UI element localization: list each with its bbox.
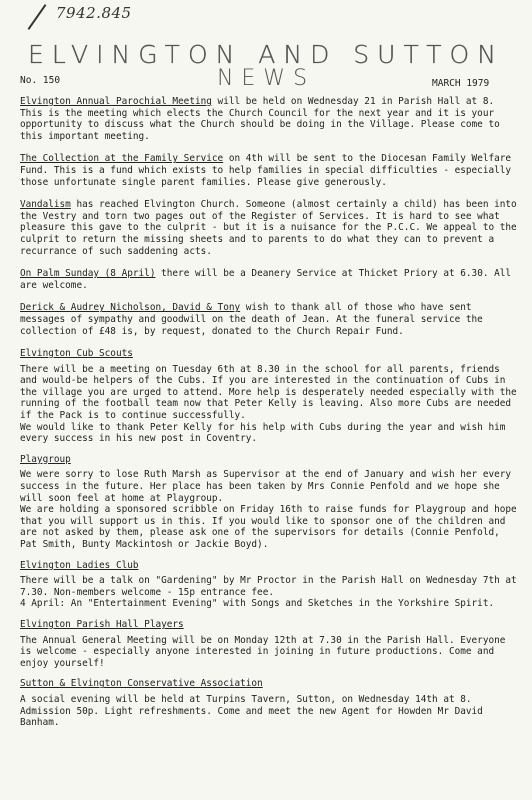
- article-text: has reached Elvington Church. Someone (almost certainly a child) has been into the Vestry and torn two pages out of the Register of Services. It is hard to see what pleasure this gave to the culprit - but it is a nuisance for the P.C.C. We appeal to the culprit to return the missing sheets and to parents to do what they can to prevent a recurrance of such saddening acts.: [20, 199, 517, 257]
- article-lead: On Palm Sunday (8 April): [20, 268, 156, 280]
- article-vandalism: [20, 199, 518, 257]
- newsletter-body: [20, 96, 518, 738]
- section-conservative-association: [20, 678, 518, 728]
- handwritten-number: 7942.845: [56, 4, 132, 22]
- section-ladies-club: [20, 560, 518, 610]
- section-heading: Elvington Ladies Club: [20, 559, 139, 571]
- section-heading: Elvington Parish Hall Players: [20, 618, 184, 630]
- section-text: The Annual General Meeting will be on Monday 12th at 7.30 in the Parish Hall. Everyone is welcome - especially anyone interested in joining in future productions. Come and enjoy yourself!: [20, 634, 506, 669]
- article-text: on 4th will be sent to the Diocesan Family Welfare Fund. This is a fund which exists to help families in special difficulties - especially those unfortunate single parent families. Please give generously.: [20, 153, 512, 188]
- article-text: wish to thank all of those who have sent messages of sympathy and goodwill on the death of Jean. At the funeral service the collection of £48 is, by request, donated to the Church Repair Fund.: [20, 302, 483, 337]
- section-playgroup: [20, 454, 518, 551]
- article-thanks: [20, 302, 518, 337]
- section-text: We were sorry to lose Ruth Marsh as Supervisor at the end of January and wish her every success in the future. Her place has been taken by Mrs Connie Penfold and we hope she will soon feel at home at Playgroup.: [20, 469, 512, 504]
- article-text: there will be a Deanery Service at Thicket Priory at 6.30. All are welcome.: [20, 268, 512, 291]
- section-text: There will be a meeting on Tuesday 6th at 8.30 in the school for all parents, friends and would-be helpers of the Cubs. If you are interested in the continuation of Cubs in the village you are urged to attend. More help is desperately needed especially with the running of the football team now that Peter Kelly is leaving. Also more Cubs are needed if the Pack is to continue successfully.: [20, 363, 517, 422]
- article-parochial-meeting: [20, 96, 518, 142]
- section-text: We would like to thank Peter Kelly for his help with Cubs during the year and wish him every success in his new post in Coventry.: [20, 421, 506, 445]
- masthead-subtitle: NEWS: [216, 66, 316, 91]
- section-cub-scouts: [20, 348, 518, 445]
- article-lead: Derick & Audrey Nicholson, David & Tony: [20, 302, 241, 314]
- masthead-title: ELVINGTON AND SUTTON: [28, 40, 504, 69]
- article-lead: Vandalism: [20, 199, 71, 211]
- section-text: We are holding a sponsored scribble on Friday 16th to raise funds for Playgroup and hope that you will support us in this. If you would like to sponsor one of the children and are not asked by them, please ask one of the supervisors for details (Connie Penfold, Pat Smith, Bunty Mackintosh or Jackie Boyd).: [20, 504, 517, 550]
- section-text: There will be a talk on "Gardening" by Mr Proctor in the Parish Hall on Wednesday 7th at 7.30. Non-members welcome - 15p entrance fee.: [20, 575, 517, 598]
- article-lead: Elvington Annual Parochial Meeting: [20, 96, 212, 107]
- section-text: A social evening will be held at Turpins Tavern, Sutton, on Wednesday 14th at 8. Admission 50p. Light refreshments. Come and meet the new Agent for Howden Mr David Banham.: [20, 693, 483, 729]
- corner-handwriting: [438, 3, 528, 12]
- section-heading: Sutton & Elvington Conservative Association: [20, 678, 263, 690]
- section-hall-players: [20, 619, 518, 669]
- section-heading: Elvington Cub Scouts: [20, 348, 133, 360]
- article-family-service: [20, 153, 518, 188]
- section-text: 4 April: An "Entertainment Evening" with Songs and Sketches in the Yorkshire Spirit.: [20, 598, 495, 610]
- article-text: will be held on Wednesday 21 in Parish Hall at 8. This is the meeting which elects the Church Council for the next year and it is your opportunity to discuss what the Church should be doing in the Village. Please come to this important meeting.: [20, 96, 500, 142]
- pen-slash-mark: [28, 4, 47, 30]
- article-lead: The Collection at the Family Service: [20, 153, 224, 165]
- issue-date: MARCH 1979: [432, 78, 490, 89]
- article-palm-sunday: [20, 268, 518, 291]
- issue-number: No. 150: [20, 75, 61, 86]
- section-heading: Playgroup: [20, 453, 71, 465]
